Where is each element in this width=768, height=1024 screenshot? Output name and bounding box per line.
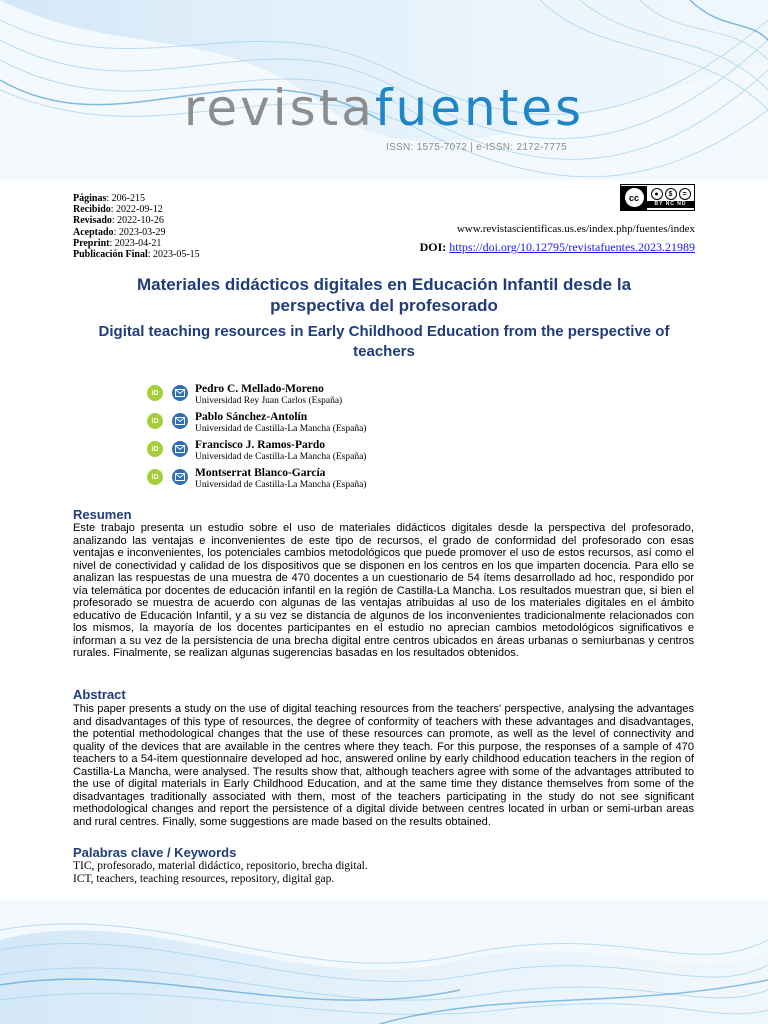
author-entry bbox=[147, 467, 366, 493]
date-label: Páginas bbox=[73, 193, 107, 204]
mail-icon[interactable] bbox=[172, 413, 188, 429]
date-label: Preprint bbox=[73, 237, 110, 249]
cc-license-badge[interactable] bbox=[620, 184, 695, 211]
author-name: Pedro C. Mellado-Moreno bbox=[195, 383, 324, 395]
resumen-heading: Resumen bbox=[73, 507, 132, 522]
noncommercial-icon: $ bbox=[665, 188, 677, 200]
doi-line bbox=[420, 240, 695, 255]
dates-block bbox=[73, 193, 200, 260]
doi-label: DOI: bbox=[419, 240, 447, 254]
attribution-icon: ● bbox=[651, 188, 663, 200]
keywords-heading: Palabras clave / Keywords bbox=[73, 845, 237, 860]
cc-conditions bbox=[647, 187, 694, 208]
cc-strip-text: BY NC ND bbox=[647, 201, 694, 208]
date-value: : 2022-09-12 bbox=[110, 204, 163, 216]
date-row bbox=[73, 204, 200, 215]
abstract-text: This paper presents a study on the use of digital teaching resources from the teachers' perspective, analysing the advantages and disadvantages of this type of resources, the degree of conformity of teachers with these advantages and disadvantages, the potential methodological changes that the use of these resources can promote, as well as the level of connectivity and quality of the devices that are available in the centres where they teach. For this purpose, the responses of a sample of 470 teachers to a 54-item questionnaire developed ad hoc, answered online by early childhood education teachers in the region of Castilla-La Mancha, were analysed. The results show that, although teachers agree with some of the advantages attributed to the use of digital materials in Early Childhood Education, and at the same time they distance themselves from some of the disadvantages traditionally associated with them, most of the teachers participating in the study do not see significant methodological changes and report the persistence of a digital divide between centres located in urban or semi-urban areas and rural centres. Finally, some suggestions are made based on the results obtained. bbox=[73, 703, 694, 828]
date-value: : 2023-05-15 bbox=[147, 249, 200, 261]
logo-part-1: revista bbox=[183, 79, 375, 137]
mail-icon[interactable] bbox=[172, 385, 188, 401]
keywords-block bbox=[73, 860, 368, 886]
author-affiliation: Universidad de Castilla-La Mancha (España) bbox=[195, 452, 367, 462]
orcid-icon[interactable]: iD bbox=[147, 385, 163, 401]
keywords-english: ICT, teachers, teaching resources, repository, digital gap. bbox=[73, 873, 335, 885]
mail-icon[interactable] bbox=[172, 469, 188, 485]
noderivatives-icon: = bbox=[679, 188, 691, 200]
abstract-heading: Abstract bbox=[73, 687, 126, 702]
issn-line: ISSN: 1575-7072 | e-ISSN: 2172-7775 bbox=[386, 142, 567, 153]
date-row bbox=[73, 227, 200, 238]
date-row bbox=[73, 193, 200, 204]
author-entry bbox=[147, 383, 342, 409]
date-label: Publicación Final bbox=[73, 249, 148, 261]
cc-logo-icon bbox=[621, 186, 647, 210]
orcid-icon[interactable]: iD bbox=[147, 413, 163, 429]
title-spanish: Materiales didácticos digitales en Educación Infantil desde la perspectiva del profesorado bbox=[136, 275, 632, 315]
date-row bbox=[73, 238, 200, 249]
title-english: Digital teaching resources in Early Childhood Education from the perspective of teachers bbox=[98, 323, 670, 360]
date-label: Revisado bbox=[73, 215, 112, 227]
logo-part-2: fuentes bbox=[374, 79, 585, 137]
author-affiliation: Universidad de Castilla-La Mancha (España) bbox=[195, 424, 367, 434]
date-value: : 2022-10-26 bbox=[111, 215, 164, 227]
journal-logo bbox=[0, 78, 768, 138]
orcid-icon[interactable]: iD bbox=[147, 469, 163, 485]
journal-url[interactable]: www.revistascientificas.us.es/index.php/fuentes/index bbox=[456, 223, 695, 235]
date-label: Aceptado bbox=[73, 226, 114, 238]
cc-text: cc bbox=[625, 188, 644, 207]
author-affiliation: Universidad de Castilla-La Mancha (España) bbox=[195, 480, 367, 490]
resumen-text: Este trabajo presenta un estudio sobre el uso de materiales didácticos digitales desde la perspectiva del profesorado, analizando las ventajas e inconvenientes de este tipo de recursos, el grado de conformidad del profesorado con esas ventajas e inconvenientes, los potenciales cambios metodológicos que puede promover el uso de estos recursos, así como el nivel de conectividad y calidad de los dispositivos que se disponen en los centros en los que imparten docencia. Para ello se analizan las respuestas de una muestra de 470 docentes a un cuestionario de 54 ítems desarrollado ad hoc, respondido por vía telemática por docentes de educación infantil en la región de Castilla-La Mancha. Los resultados muestran que, si bien el profesorado se muestra de acuerdo con algunas de las ventajas atribuidas al uso de los materiales digitales en el ámbito educativo de Educación Infantil, y a su vez se distancia de algunos de los inconvenientes tradicionalmente relacionados con los mismos, la mayoría de los docentes participantes en el estudio no aprecian cambios metodológicos significativos e informan a su vez de la persistencia de una brecha digital entre centros ubicados en áreas urbanas o semiurbanas y centros rurales. Finalmente, se realizan algunas sugerencias basadas en los resultados obtenidos. bbox=[73, 522, 694, 659]
date-row bbox=[73, 249, 200, 260]
doi-link[interactable]: https://doi.org/10.12795/revistafuentes.2023.21989 bbox=[449, 240, 695, 254]
author-name: Pablo Sánchez-Antolín bbox=[195, 411, 308, 423]
orcid-icon[interactable]: iD bbox=[147, 441, 163, 457]
keywords-spanish: TIC, profesorado, material didáctico, repositorio, brecha digital. bbox=[73, 860, 368, 872]
date-value: : 2023-03-29 bbox=[113, 226, 166, 238]
date-value: : 206-215 bbox=[106, 193, 145, 204]
date-row bbox=[73, 215, 200, 226]
mail-icon[interactable] bbox=[172, 441, 188, 457]
author-name: Francisco J. Ramos-Pardo bbox=[195, 439, 325, 451]
author-entry bbox=[147, 439, 366, 465]
date-label: Recibido bbox=[73, 204, 111, 216]
author-name: Montserrat Blanco-García bbox=[195, 467, 326, 479]
date-value: : 2023-04-21 bbox=[109, 237, 162, 249]
author-affiliation: Universidad Rey Juan Carlos (España) bbox=[195, 396, 343, 406]
author-entry bbox=[147, 411, 366, 437]
